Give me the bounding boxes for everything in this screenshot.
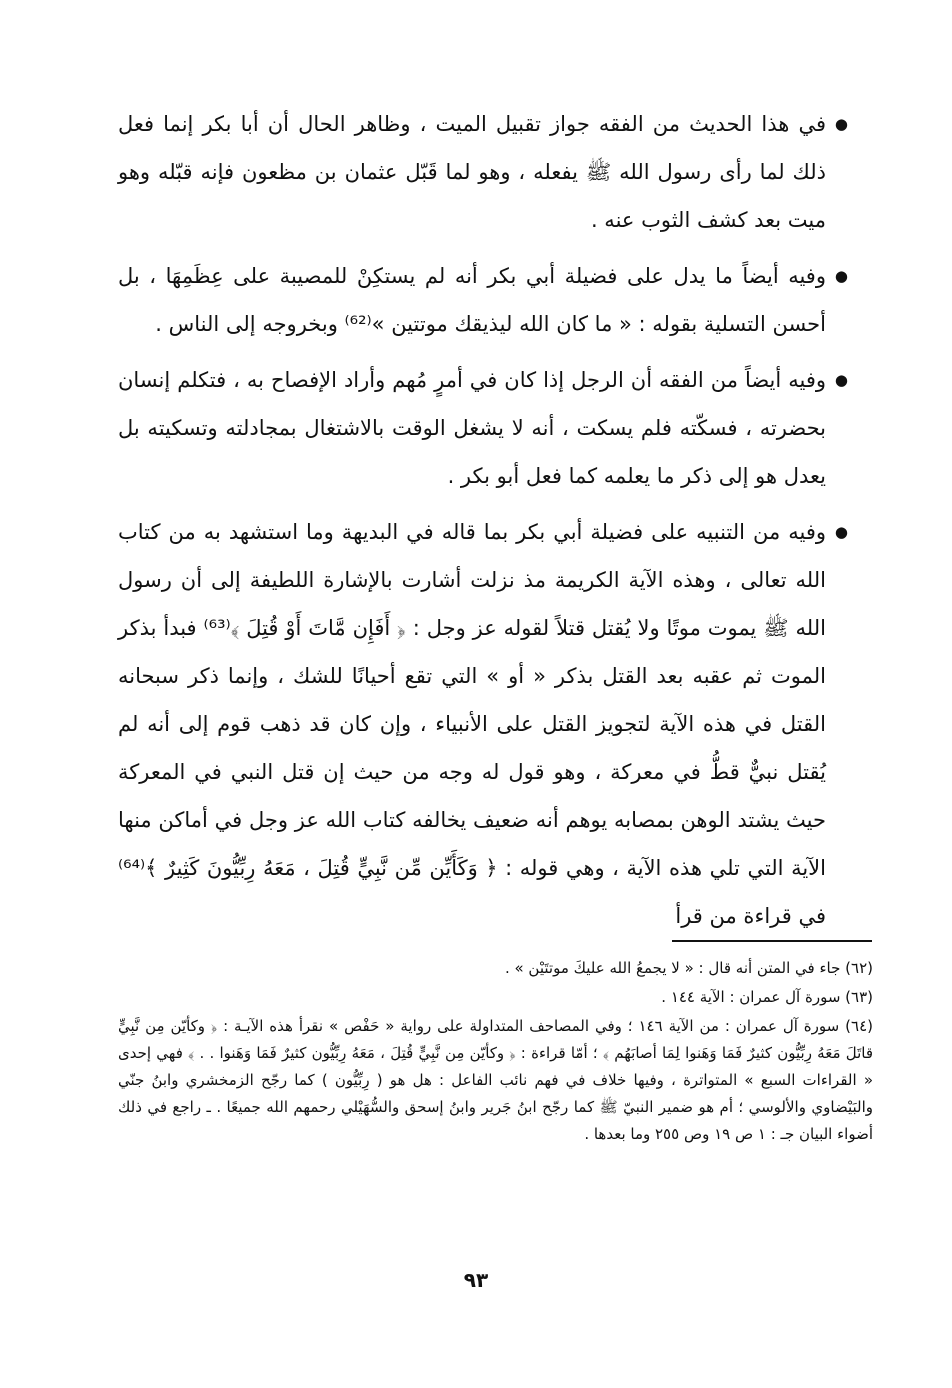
paragraph-text: وفيه من التنبيه على فضيلة أبي بكر بما قاله في البديهة وما استشهد به من كتاب الله تعالى ، وهذه الآية الكريمة مذ نزلت أشارت بالإشارة اللطيفة إلى أن رسول الله ﷺ يموت موتًا ولا يُقتل قتلاً لقوله عز وجل : ﴿ أَفَإِن مَّاتَ أَوْ قُتِلَ ﴾⁽⁶³⁾ فبدأ بذكر الموت ثم عقبه بعد القتل بذكر « أو » التي تقع أحيانًا للشك ، وإنما ذكر سبحانه القتل في هذه الآية لتجويز القتل على الأنبياء ، وإن كان قد ذهب قوم إلى أنه لم يُقتل نبيٌّ قطُّ في معركة ، وهو قول له وجه من حيث إن قتل النبي في المعركة حيث يشتد الوهن بمصابه يوهم أنه ضعيف يخالفه كتاب الله عز وجل في أماكن منها الآية التي تلي هذه الآية ، وهي قوله : ﴿ وَكَأَيِّن مِّن نَّبِيٍّ قُتِلَ ، مَعَهُ رِبِّيُّونَ كَثِيرٌ ﴾⁽⁶⁴⁾ في قراءة من قرأ xyxy=(118,520,826,928)
paragraph-4 xyxy=(118,508,848,940)
paragraph-text: وفيه أيضاً من الفقه أن الرجل إذا كان في أمرٍ مُهم وأراد الإفصاح به ، فتكلم إنسان بحضرته ، فسكّته فلم يسكت ، أنه لا يشغل الوقت بالاشتغال بمجادلته وتسكيته بل يعدل هو إلى ذكر ما يعلمه كما فعل أبو بكر . xyxy=(118,368,826,488)
paragraph-1 xyxy=(118,100,848,244)
bullet-icon: ● xyxy=(834,267,848,285)
footnote-64: (٦٤) سورة آل عمران : من الآية ١٤٦ ؛ وفي المصاحف المتداولة على رواية « حَفْص » نقرأ هذه الآيـة : ﴿ وكأيّن مِن نَّبِيٍّ قاتَلَ مَعَهُ رِبِّيُّون كثيرٌ فَمَا وَهَنوا لِمَا أصابَهُم ﴾ ؛ أمّا قراءة : ﴿ وكأيّن مِن نَّبِيٍّ قُتِلَ ، مَعَهُ رِبِّيُّون كثيرٌ فَمَا وَهَنوا . . ﴾ فهي إحدى « القراءات السبع » المتواترة ، وفيها خلاف في فهم نائب الفاعل : هل هو ( رِبِّيُّون ) كما رجّح الزمخشري وابنُ جنّي والبَيْضاوي والألوسي ؛ أم هو ضمير النبيّ ﷺ كما رجّح ابنُ جَرير وابنُ إسحق والسُّهَيْلي رحمهم الله جميعًا . ـ راجع في ذلك أضواء البيان جـ : ١ ص ١٩ وص ٢٥٥ وما بعدها . xyxy=(118,1017,873,1143)
paragraph-text: وفيه أيضاً ما يدل على فضيلة أبي بكر أنه لم يستكِنْ للمصيبة على عِظَمِهَا ، بل أحسن التسلية بقوله : « ما كان الله ليذيقك موتتين »⁽⁶²⁾ وبخروجه إلى الناس . xyxy=(118,264,826,336)
footnote-63: (٦٣) سورة آل عمران : الآية ١٤٤ . xyxy=(661,988,873,1006)
main-text xyxy=(118,100,848,948)
bullet-icon: ● xyxy=(834,115,848,133)
page-number: ٩٣ xyxy=(463,1268,489,1292)
paragraph-3 xyxy=(118,356,848,500)
paragraph-text: في هذا الحديث من الفقه جواز تقبيل الميت ، وظاهر الحال أن أبا بكر إنما فعل ذلك لما رأى رسول الله ﷺ يفعله ، وهو لما قَبّل عثمان بن مظعون فإنه قبّله وهو ميت بعد كشف الثوب عنه . xyxy=(118,112,826,232)
footnote-separator xyxy=(672,940,872,942)
footnote-62: (٦٢) جاء في المتن أنه قال : « لا يجمعُ الله عليكَ موتتَيْن » . xyxy=(504,959,873,977)
bullet-icon: ● xyxy=(834,523,848,541)
bullet-icon: ● xyxy=(834,371,848,389)
paragraph-2 xyxy=(118,252,848,348)
footnotes xyxy=(118,955,873,1150)
